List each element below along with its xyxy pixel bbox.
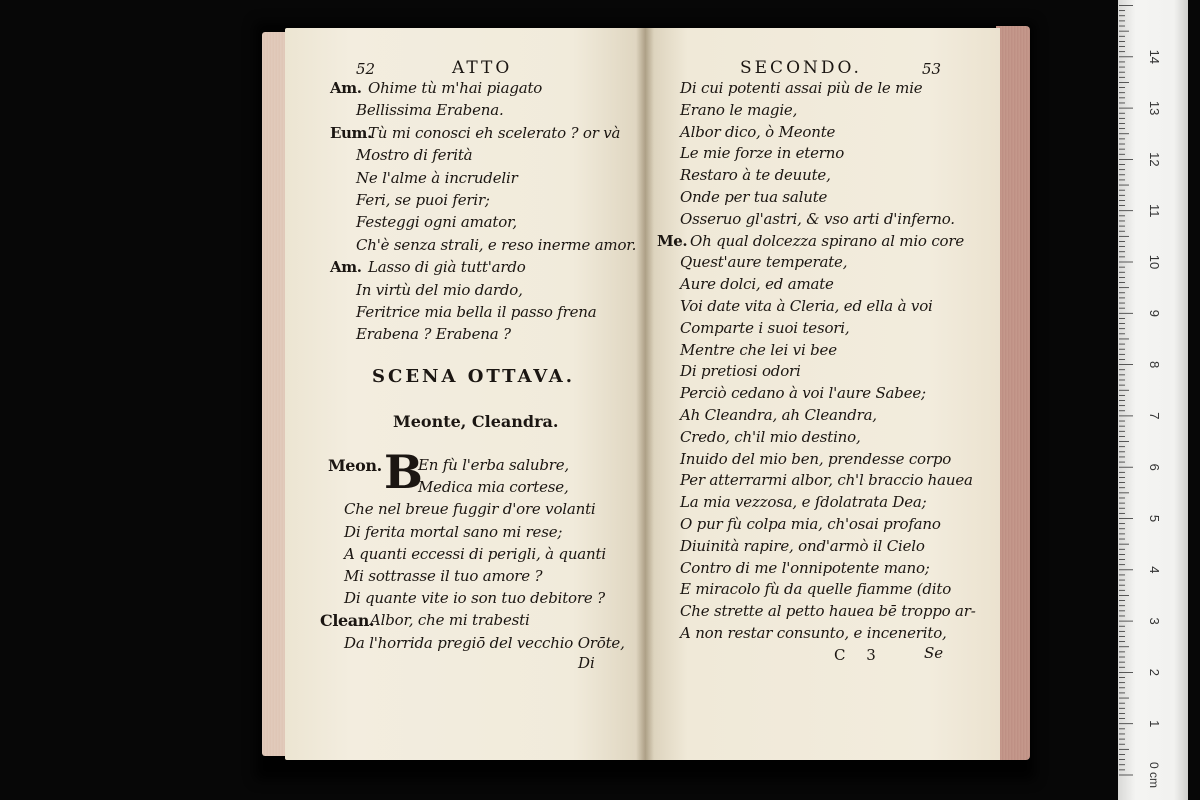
verse-line: Di cui potenti assai più de le mie [680,79,923,97]
verse-line: O pur fù colpa mia, ch'osai profano [680,515,941,533]
measurement-ruler [1118,0,1188,800]
speaker-label: Am. [330,79,362,97]
verse-line: Che strette al petto hauea bē troppo ar- [680,602,976,621]
speaker-label: Eum. [330,123,372,142]
ruler-label: 10 [1147,254,1162,270]
verse-line: Feri, se puoi ferir; [356,191,490,209]
verse-line: Erabena ? Erabena ? [356,325,511,344]
ruler-label: 7 [1147,412,1162,420]
verse-line: Per atterrarmi albor, ch'l braccio haueа [680,471,973,490]
ruler-label: 13 [1147,100,1162,116]
drop-cap: B [384,445,423,499]
verse-line: Medica mia cortese, [418,478,569,497]
verse-line: Ohime tù m'hai piagato [368,79,543,97]
verse-line: Festeggi ogni amator, [356,213,517,232]
verse-line: E miracolo fù da quelle fiamme (dito [680,580,952,599]
ruler-label: 11 [1147,203,1162,218]
speaker-label: Am. [330,258,362,277]
speaker-label: Meon. [328,456,382,475]
ruler-label: 9 [1147,309,1162,317]
verse-line: A non restar consunto, e incenerito, [680,624,947,642]
verse-line: La mia vezzosa, e ſdolatrata Dea; [680,493,927,512]
verse-line: Feritrice mia bella il passo frena [356,303,597,321]
ruler-label: 12 [1147,152,1162,167]
verse-line: Comparte i suoi tesori, [680,318,850,337]
verse-line: Di pretiosi odori [680,362,801,381]
ruler-label: 14 [1147,49,1162,65]
verse-line: Albor, che mi trabesti [370,611,530,630]
verse-line: Da l'horrida pregiō del vecchio Orōte, [344,633,625,652]
verse-line: Che nel breue fuggir d'ore volanti [344,500,596,519]
verse-line: Le mie forze in eterno [680,144,845,163]
verse-line: Lasso di già tutt'ardo [368,258,526,277]
verse-line: Restaro à te deuute, [680,166,831,185]
ruler-label: 5 [1147,514,1162,523]
verse-line: Oh qual dolcezza spirano al mio core [690,231,964,250]
verse-line: Diuinità rapire, ond'armò il Cielo [680,536,925,555]
verse-line: Credo, ch'il mio destino, [680,427,861,446]
verse-line: Contro di me l'onnipotente mano; [680,558,930,577]
page-edges-right [996,26,1030,760]
verse-line: Di quante vite io son tuo debitore ? [344,589,605,608]
left-catchword: Di [578,654,595,672]
left-page-number: 52 [356,60,376,78]
ruler-label: 6 [1147,463,1162,471]
verse-line: Ah Cleandra, ah Cleandra, [680,406,877,424]
verse-line: Aure dolci, ed amate [680,275,834,294]
verse-line: Perciò cedano à voi l'aure Sabee; [680,384,926,403]
verse-line: Ch'è senza strali, e reso inerme amor. [356,235,637,254]
verse-line: En fù l'erba salubre, [418,456,569,474]
ruler-label: 3 [1147,617,1162,625]
ruler-label: 8 [1147,360,1162,369]
verse-line: Voi date vita à Cleria, ed ella à voi [680,297,933,315]
verse-line: Erano le magie, [680,100,798,119]
left-running-header: ATTO [452,58,513,78]
verse-line: Osseruo gl'astri, & vso arti d'inferno. [680,209,955,228]
verse-line: Quest'aure temperate, [680,253,848,272]
verse-line: Albor dico, ò Meonte [680,122,836,141]
verse-line: Mostro di ferità [356,146,473,165]
verse-line: Mentre che lei vi bee [680,340,837,359]
speaker-label: Clean. [320,611,375,631]
speaker-label: Me. [657,231,688,250]
verse-line: Mi sottrasse il tuo amore ? [344,567,543,585]
verse-line: Ne l'alme à incrudelir [356,168,518,187]
verse-line: Bellissima Erabena. [356,101,504,120]
verse-line: Onde per tua salute [680,188,828,206]
signature-mark: C 3 [834,646,884,664]
verse-line: Di ferita mortal sano mi rese; [344,522,563,541]
verse-line: Tù mi conosci eh scelerato ? or và [368,123,621,142]
ruler-label: 4 [1147,566,1162,574]
verse-line: A quanti eccessi di perigli, à quanti [344,544,606,563]
ruler-label: 1 [1147,720,1162,728]
book-gutter [636,28,654,760]
ruler-label: 2 [1147,668,1162,677]
verse-line: Inuido del mio ben, prendesse corpo [680,449,952,468]
ruler-scale [1118,0,1188,800]
right-running-header: SECONDO. [740,58,862,78]
scene-title: SCENA OTTAVA. [372,366,576,387]
verse-line: In virtù del mio dardo, [356,280,523,299]
scene-cast: Meonte, Cleandra. [393,412,559,431]
right-page-number: 53 [922,60,942,78]
ruler-unit-label: 0 cm [1147,761,1161,789]
right-catchword: Se [924,644,944,662]
